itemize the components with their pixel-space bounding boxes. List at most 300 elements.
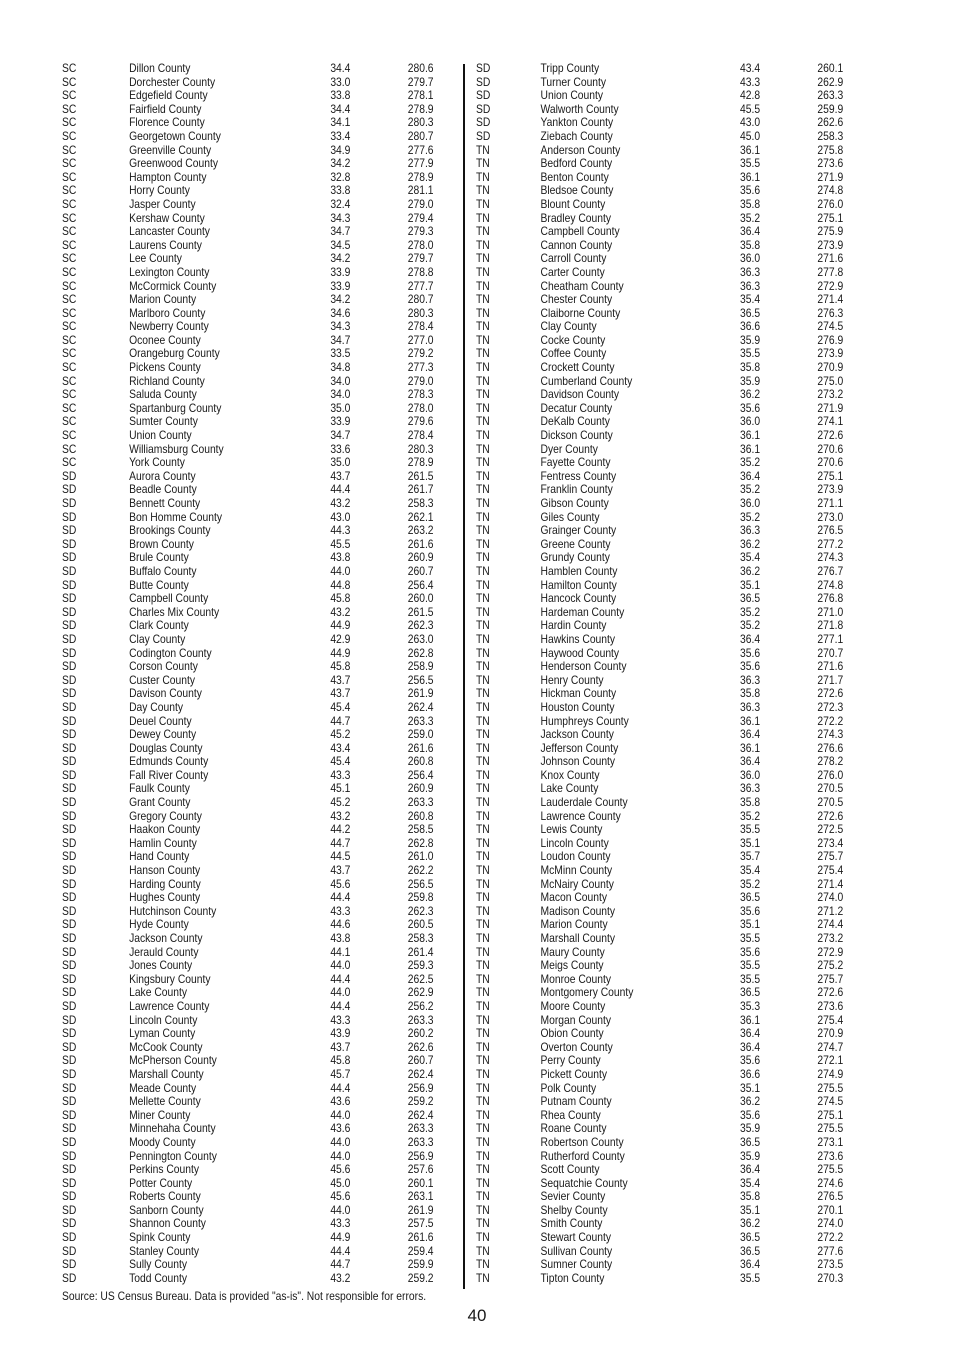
value-2: 276.7 xyxy=(817,563,844,578)
table-row xyxy=(476,563,844,579)
table-row xyxy=(62,142,434,158)
state-code: SD xyxy=(476,61,491,75)
state-code: SD xyxy=(62,604,77,619)
table-row xyxy=(476,631,844,647)
table-row xyxy=(62,699,434,715)
value-1: 35.2 xyxy=(740,482,761,497)
value-2: 274.7 xyxy=(817,1039,844,1054)
county-name: Moore County xyxy=(540,998,606,1013)
state-code: SC xyxy=(62,142,77,157)
table-row xyxy=(476,713,844,729)
table-row xyxy=(476,645,844,661)
table-row xyxy=(62,1080,434,1096)
table-row xyxy=(476,373,844,389)
county-name: Giles County xyxy=(540,509,600,524)
value-1: 43.9 xyxy=(330,1026,351,1041)
value-1: 44.0 xyxy=(330,1202,351,1217)
county-name: Grant County xyxy=(129,795,191,810)
table-row xyxy=(476,1094,844,1109)
state-code: TN xyxy=(476,1257,490,1272)
county-name: Madison County xyxy=(540,903,616,918)
table-row xyxy=(476,835,844,851)
value-1: 44.4 xyxy=(330,482,351,497)
value-2: 259.8 xyxy=(407,890,434,905)
value-2: 275.0 xyxy=(817,373,844,388)
value-2: 278.2 xyxy=(817,754,844,769)
value-2: 270.1 xyxy=(817,1202,844,1217)
state-code: SD xyxy=(62,1216,77,1231)
state-code: TN xyxy=(476,604,490,619)
value-1: 44.4 xyxy=(330,890,351,905)
value-2: 273.6 xyxy=(817,156,844,171)
state-code: TN xyxy=(476,1134,490,1149)
state-code: SD xyxy=(62,482,77,497)
table-row xyxy=(62,346,434,361)
value-2: 263.3 xyxy=(407,713,434,728)
state-code: TN xyxy=(476,305,490,320)
county-name: Fayette County xyxy=(540,455,611,470)
county-name: Harding County xyxy=(129,876,201,891)
value-1: 35.2 xyxy=(740,808,761,823)
county-name: Crockett County xyxy=(540,360,615,375)
county-name: Laurens County xyxy=(129,237,202,252)
value-1: 45.8 xyxy=(330,591,351,606)
table-row xyxy=(476,1230,844,1245)
table-row xyxy=(476,1121,844,1136)
state-code: SD xyxy=(62,971,77,986)
table-row xyxy=(62,1202,434,1218)
county-name: Tipton County xyxy=(540,1270,605,1285)
county-name: Davison County xyxy=(129,686,202,701)
value-1: 35.2 xyxy=(740,509,761,524)
value-1: 34.8 xyxy=(330,360,351,375)
state-code: SD xyxy=(62,536,77,551)
value-1: 44.2 xyxy=(330,822,351,837)
value-1: 36.3 xyxy=(740,523,761,538)
value-1: 35.2 xyxy=(740,876,761,891)
value-2: 272.6 xyxy=(817,428,844,443)
county-name: Davidson County xyxy=(540,387,620,402)
state-code: SD xyxy=(62,1066,77,1081)
county-name: Benton County xyxy=(540,169,609,184)
table-row xyxy=(476,971,844,987)
state-code: TN xyxy=(476,808,490,823)
state-code: SD xyxy=(62,795,77,810)
county-name: Overton County xyxy=(540,1039,613,1054)
value-1: 35.1 xyxy=(740,835,761,850)
table-row xyxy=(62,468,434,484)
value-2: 274.5 xyxy=(817,1094,844,1109)
value-2: 271.4 xyxy=(817,876,844,891)
table-row xyxy=(62,169,434,185)
county-name: Clay County xyxy=(129,631,186,646)
state-code: TN xyxy=(476,1202,490,1217)
value-1: 36.0 xyxy=(740,251,761,266)
state-code: TN xyxy=(476,1066,490,1081)
state-code: TN xyxy=(476,699,490,714)
county-name: Fall River County xyxy=(129,767,209,782)
table-row xyxy=(62,128,434,144)
county-name: Marshall County xyxy=(540,931,616,945)
value-1: 35.2 xyxy=(740,455,761,470)
table-row xyxy=(62,754,434,769)
value-1: 44.9 xyxy=(330,618,351,633)
state-code: SD xyxy=(62,563,77,578)
value-2: 259.0 xyxy=(407,727,434,742)
table-row xyxy=(62,1134,434,1150)
table-row xyxy=(476,237,844,253)
value-1: 36.5 xyxy=(740,985,761,1000)
state-code: SD xyxy=(62,944,77,959)
table-row xyxy=(476,727,844,742)
value-1: 34.0 xyxy=(330,373,351,388)
state-code: SC xyxy=(62,156,77,171)
value-1: 35.9 xyxy=(740,1148,761,1163)
value-1: 35.1 xyxy=(740,577,761,592)
table-row xyxy=(476,917,844,932)
page-number: 40 xyxy=(467,1306,487,1325)
value-2: 280.7 xyxy=(407,292,434,307)
state-code: TN xyxy=(476,169,490,184)
state-code: TN xyxy=(476,781,490,796)
value-1: 33.8 xyxy=(330,88,351,103)
county-name: Hanson County xyxy=(129,863,201,878)
county-name: Hawkins County xyxy=(540,631,616,646)
state-code: SD xyxy=(62,1243,77,1258)
county-name: Putnam County xyxy=(540,1094,612,1109)
table-row xyxy=(476,1039,844,1055)
table-row xyxy=(62,727,434,742)
county-name: Pennington County xyxy=(129,1148,217,1163)
value-2: 256.9 xyxy=(407,1080,434,1095)
value-1: 32.4 xyxy=(330,196,351,211)
county-name: Oconee County xyxy=(129,332,201,347)
value-2: 261.6 xyxy=(407,740,434,755)
value-1: 36.6 xyxy=(740,319,761,334)
table-row xyxy=(62,890,434,905)
value-2: 260.9 xyxy=(407,781,434,796)
value-2: 263.3 xyxy=(407,795,434,810)
county-name: Corson County xyxy=(129,659,198,674)
value-1: 36.1 xyxy=(740,169,761,184)
state-code: TN xyxy=(476,278,490,293)
state-code: SC xyxy=(62,210,77,225)
value-1: 43.3 xyxy=(740,74,761,89)
table-row xyxy=(62,944,434,960)
value-1: 36.3 xyxy=(740,699,761,714)
value-2: 260.1 xyxy=(407,1175,434,1190)
county-name: Minnehaha County xyxy=(129,1121,216,1136)
county-name: Williamsburg County xyxy=(129,441,224,456)
value-2: 276.6 xyxy=(817,740,844,755)
county-name: Edgefield County xyxy=(129,88,208,103)
state-code: TN xyxy=(476,740,490,755)
value-2: 262.9 xyxy=(817,74,844,89)
value-2: 262.8 xyxy=(407,645,434,660)
value-2: 272.5 xyxy=(817,822,844,837)
county-name: Hickman County xyxy=(540,686,617,701)
state-code: SD xyxy=(62,808,77,823)
county-name: Maury County xyxy=(540,944,605,959)
value-2: 276.5 xyxy=(817,523,844,538)
value-2: 279.0 xyxy=(407,196,434,211)
state-code: TN xyxy=(476,346,490,361)
value-1: 43.2 xyxy=(330,1270,351,1285)
table-row xyxy=(476,659,844,674)
state-code: SC xyxy=(62,251,77,266)
value-2: 271.1 xyxy=(817,496,844,510)
county-name: Sanborn County xyxy=(129,1202,204,1217)
value-1: 44.7 xyxy=(330,835,351,850)
table-row xyxy=(62,400,434,416)
table-row xyxy=(62,441,434,457)
table-row xyxy=(62,1189,434,1204)
table-row xyxy=(62,1066,434,1082)
state-code: SC xyxy=(62,428,77,443)
table-row xyxy=(476,1026,844,1041)
value-2: 262.9 xyxy=(407,985,434,1000)
county-name: Mellette County xyxy=(129,1094,201,1109)
county-name: Meade County xyxy=(129,1080,197,1095)
table-row xyxy=(476,509,844,525)
table-row xyxy=(62,1270,434,1286)
table-row xyxy=(62,1175,434,1191)
value-2: 275.7 xyxy=(817,971,844,986)
value-2: 259.9 xyxy=(407,1257,434,1272)
county-name: Hamlin County xyxy=(129,835,197,850)
table-row xyxy=(62,1053,434,1068)
table-row xyxy=(62,863,434,878)
value-2: 256.4 xyxy=(407,767,434,782)
county-name: Walworth County xyxy=(540,101,619,116)
value-1: 34.6 xyxy=(330,305,351,320)
state-code: SD xyxy=(62,1270,77,1285)
value-1: 36.4 xyxy=(740,631,761,646)
value-1: 36.1 xyxy=(740,740,761,755)
value-1: 44.4 xyxy=(330,1243,351,1258)
value-2: 261.4 xyxy=(407,944,434,959)
value-2: 277.6 xyxy=(407,142,434,157)
value-1: 43.7 xyxy=(330,468,351,483)
state-code: TN xyxy=(476,536,490,551)
state-code: TN xyxy=(476,1175,490,1190)
value-1: 35.5 xyxy=(740,1270,761,1285)
value-1: 35.8 xyxy=(740,237,761,252)
table-row xyxy=(476,863,844,878)
county-name: York County xyxy=(129,455,185,470)
value-2: 279.7 xyxy=(407,251,434,266)
value-2: 271.9 xyxy=(817,400,844,415)
table-row xyxy=(476,332,844,348)
table-row xyxy=(62,1107,434,1123)
county-name: Sully County xyxy=(129,1257,188,1272)
value-2: 278.8 xyxy=(407,264,434,279)
table-row xyxy=(476,523,844,538)
table-row xyxy=(476,360,844,375)
table-row xyxy=(476,903,844,919)
county-name: Georgetown County xyxy=(129,128,221,143)
value-2: 260.7 xyxy=(407,1053,434,1068)
value-1: 33.8 xyxy=(330,183,351,198)
county-name: Marion County xyxy=(129,292,197,307)
state-code: TN xyxy=(476,142,490,157)
value-2: 280.3 xyxy=(407,115,434,130)
county-name: Obion County xyxy=(540,1026,604,1041)
value-2: 275.5 xyxy=(817,1162,844,1177)
state-code: SD xyxy=(62,727,77,742)
state-code: SD xyxy=(62,577,77,592)
county-name: Ziebach County xyxy=(540,128,613,143)
value-2: 273.6 xyxy=(817,1148,844,1163)
table-row xyxy=(62,88,434,103)
value-1: 45.5 xyxy=(740,101,761,116)
state-code: SC xyxy=(62,169,77,184)
state-code: SD xyxy=(62,1162,77,1177)
value-1: 35.1 xyxy=(740,1080,761,1095)
state-code: SC xyxy=(62,183,77,198)
value-1: 36.4 xyxy=(740,1026,761,1041)
value-2: 276.0 xyxy=(817,196,844,211)
county-name: Franklin County xyxy=(540,482,613,497)
value-2: 270.5 xyxy=(817,781,844,796)
value-1: 36.4 xyxy=(740,754,761,769)
state-code: SD xyxy=(62,523,77,538)
value-1: 34.2 xyxy=(330,292,351,307)
state-code: TN xyxy=(476,917,490,932)
state-code: SD xyxy=(62,468,77,483)
state-code: SC xyxy=(62,346,77,361)
county-name: Sequatchie County xyxy=(540,1175,628,1190)
value-1: 35.2 xyxy=(740,210,761,225)
value-2: 278.9 xyxy=(407,455,434,470)
county-name: Buffalo County xyxy=(129,563,197,578)
state-code: SC xyxy=(62,196,77,211)
table-row xyxy=(476,319,844,334)
table-row xyxy=(476,1189,844,1204)
value-1: 35.5 xyxy=(740,156,761,171)
value-2: 262.6 xyxy=(817,115,844,130)
value-1: 36.1 xyxy=(740,142,761,157)
table-row xyxy=(62,1039,434,1055)
table-row xyxy=(62,1243,434,1259)
county-name: Butte County xyxy=(129,577,189,592)
county-name: Edmunds County xyxy=(129,754,209,769)
value-2: 276.9 xyxy=(817,332,844,347)
value-2: 262.1 xyxy=(407,509,434,524)
county-name: Scott County xyxy=(540,1162,600,1177)
value-1: 45.4 xyxy=(330,699,351,714)
table-row xyxy=(62,931,434,946)
state-code: SD xyxy=(62,672,77,687)
value-2: 277.9 xyxy=(407,156,434,171)
county-name: Campbell County xyxy=(540,224,620,239)
value-2: 259.9 xyxy=(817,101,844,116)
state-code: SC xyxy=(62,292,77,307)
table-row xyxy=(476,618,844,633)
table-row xyxy=(62,210,434,226)
county-name: Richland County xyxy=(129,373,205,388)
value-2: 258.3 xyxy=(407,496,434,510)
state-code: SC xyxy=(62,319,77,334)
state-code: SD xyxy=(62,1107,77,1122)
value-2: 271.6 xyxy=(817,659,844,674)
value-2: 277.1 xyxy=(817,631,844,646)
value-2: 273.6 xyxy=(817,998,844,1013)
table-row xyxy=(476,441,844,457)
source-note: Source: US Census Bureau. Data is provided "as-is". Not responsible for errors. xyxy=(62,1289,427,1303)
value-2: 279.7 xyxy=(407,74,434,89)
table-row xyxy=(476,795,844,810)
state-code: SD xyxy=(62,890,77,905)
value-1: 45.5 xyxy=(330,536,351,551)
table-row xyxy=(476,210,844,226)
county-name: Charles Mix County xyxy=(129,604,220,619)
value-2: 260.1 xyxy=(817,61,844,75)
state-code: TN xyxy=(476,563,490,578)
table-row xyxy=(476,251,844,266)
table-row xyxy=(476,74,844,90)
county-name: Day County xyxy=(129,699,184,714)
table-row xyxy=(62,604,434,620)
value-2: 273.9 xyxy=(817,237,844,252)
value-1: 44.4 xyxy=(330,998,351,1013)
value-1: 36.5 xyxy=(740,1230,761,1245)
value-1: 44.9 xyxy=(330,1230,351,1245)
state-code: SC xyxy=(62,305,77,320)
table-row xyxy=(476,387,844,402)
value-1: 36.2 xyxy=(740,1216,761,1231)
value-1: 36.2 xyxy=(740,563,761,578)
value-1: 44.0 xyxy=(330,563,351,578)
county-name: Union County xyxy=(129,428,192,443)
county-name: Marlboro County xyxy=(129,305,206,320)
table-row xyxy=(62,1230,434,1245)
table-row xyxy=(476,1202,844,1218)
county-name: Pickens County xyxy=(129,360,201,375)
value-2: 274.3 xyxy=(817,550,844,565)
county-name: Blount County xyxy=(540,196,606,211)
table-row xyxy=(62,781,434,796)
state-code: TN xyxy=(476,482,490,497)
state-code: SD xyxy=(476,74,491,89)
value-2: 275.2 xyxy=(817,958,844,973)
value-2: 271.6 xyxy=(817,251,844,266)
county-name: Gibson County xyxy=(540,496,609,510)
value-1: 34.9 xyxy=(330,142,351,157)
county-name: Henry County xyxy=(540,672,604,687)
value-2: 263.2 xyxy=(407,523,434,538)
county-name: Shelby County xyxy=(540,1202,608,1217)
state-code: TN xyxy=(476,822,490,837)
value-2: 263.3 xyxy=(407,1121,434,1136)
table-row xyxy=(476,998,844,1014)
value-1: 35.6 xyxy=(740,183,761,198)
value-1: 43.3 xyxy=(330,1012,351,1027)
state-code: SD xyxy=(62,1134,77,1149)
county-name: Humphreys County xyxy=(540,713,629,728)
table-row xyxy=(476,1162,844,1177)
county-name: Jones County xyxy=(129,958,193,973)
state-code: SD xyxy=(62,1257,77,1272)
table-row xyxy=(476,61,844,76)
table-row xyxy=(476,1107,844,1123)
value-2: 260.8 xyxy=(407,754,434,769)
value-1: 35.8 xyxy=(740,196,761,211)
county-name: Cannon County xyxy=(540,237,613,252)
county-name: Lauderdale County xyxy=(540,795,628,810)
state-code: SD xyxy=(476,88,491,103)
value-2: 280.3 xyxy=(407,441,434,456)
